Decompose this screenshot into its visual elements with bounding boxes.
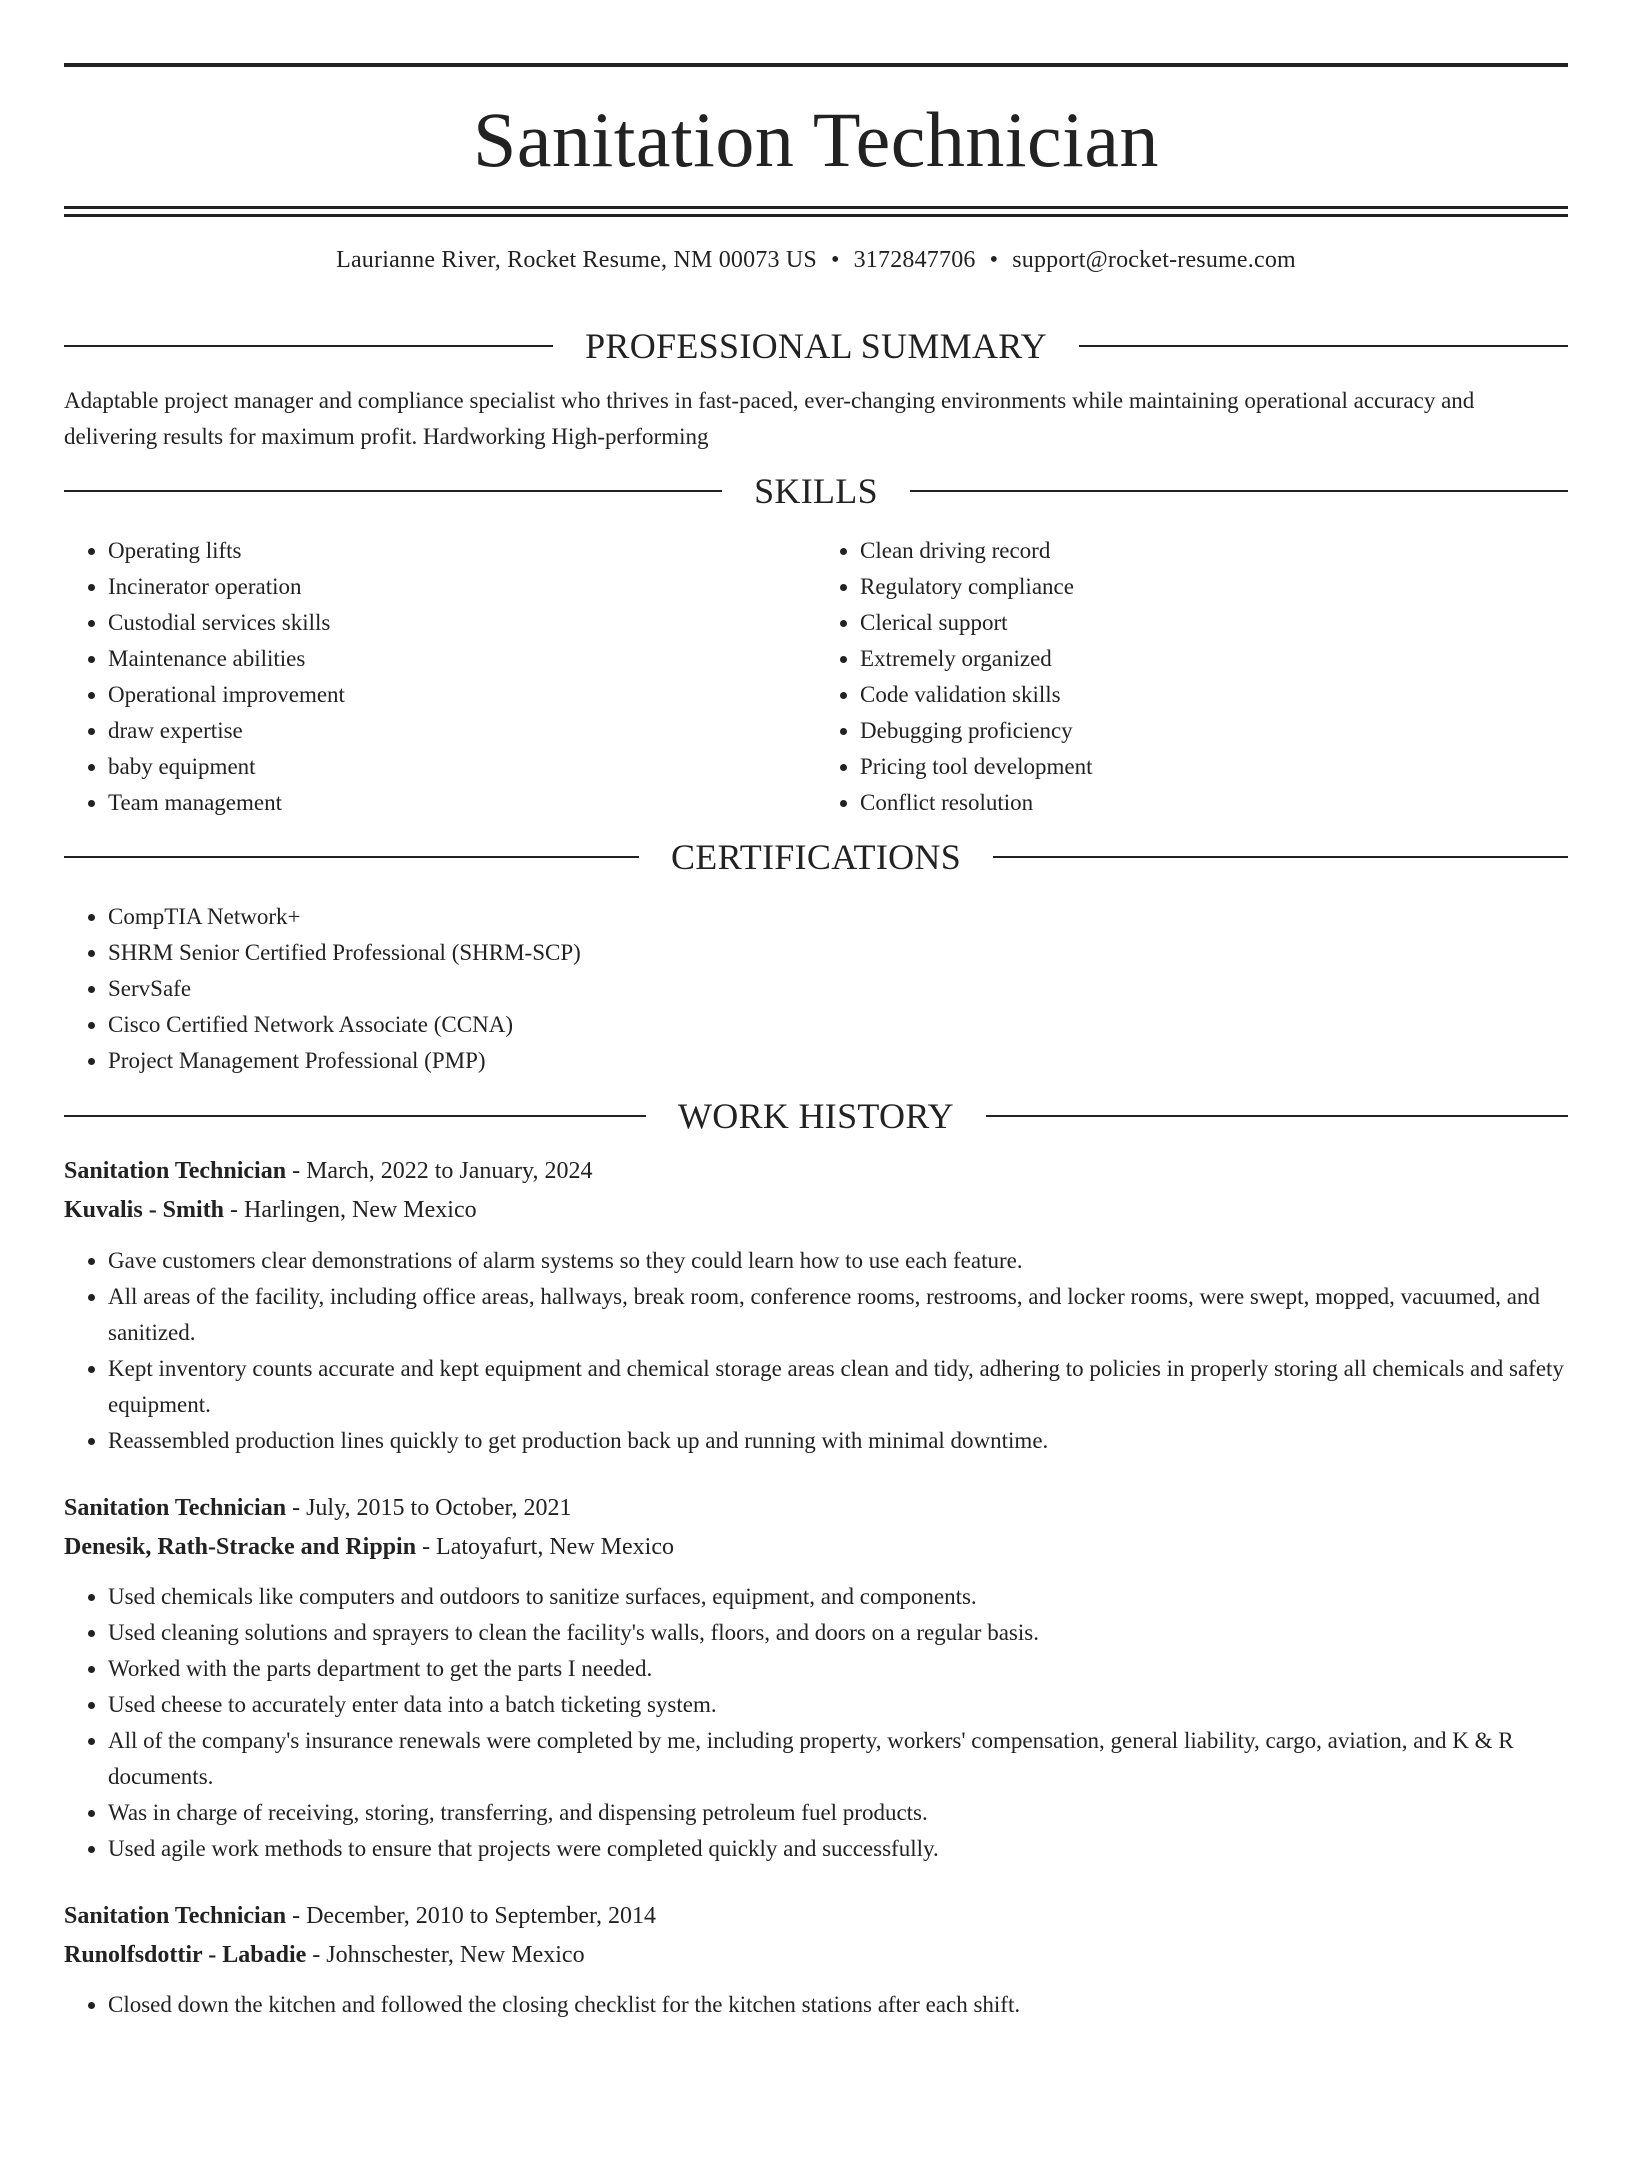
job-title: Sanitation Technician: [64, 1903, 287, 1929]
skill-item: • Maintenance abilities: [108, 641, 816, 677]
double-rule: [64, 206, 1568, 217]
job-duty: • Closed down the kitchen and followed the closing checklist for the kitchen stations after each shift.: [108, 1987, 1568, 2023]
job-duty: • Used chemicals like computers and outdoors to sanitize surfaces, equipment, and components.: [108, 1579, 1568, 1615]
job-duty: • All areas of the facility, including office areas, hallways, break room, conference rooms, restrooms, and locker rooms, were swept, mopped, vacuumed, and sanitized.: [108, 1279, 1568, 1351]
certification-item: • ServSafe: [108, 971, 1568, 1007]
resume-name: Sanitation Technician: [473, 96, 1159, 183]
skill-item: • Operational improvement: [108, 677, 816, 713]
certifications-title: CERTIFICATIONS: [670, 837, 962, 877]
job-company-line: [64, 1528, 1568, 1567]
summary-heading: [64, 326, 1568, 366]
work-history-heading: [64, 1096, 1568, 1136]
job-duty: • All of the company's insurance renewals were completed by me, including property, workers' compensation, general liability, cargo, aviation, and K & R documents.: [108, 1723, 1568, 1795]
job-duties: [64, 1579, 1568, 1867]
skills-column-right: [816, 533, 1568, 821]
job-title: Sanitation Technician: [64, 1158, 287, 1184]
skill-item: • Clerical support: [860, 605, 1568, 641]
job-entry: [64, 1489, 1568, 1867]
job-duty: • Kept inventory counts accurate and kept equipment and chemical storage areas clean and tidy, adhering to policies in properly storing all chemicals and safety equipment.: [108, 1351, 1568, 1423]
skill-item: • Code validation skills: [860, 677, 1568, 713]
skill-item: • Clean driving record: [860, 533, 1568, 569]
certification-item: • Project Management Professional (PMP): [108, 1043, 1568, 1079]
certification-item: • Cisco Certified Network Associate (CCNA): [108, 1007, 1568, 1043]
heading-rule: [64, 1115, 646, 1117]
job-duty: • Worked with the parts department to get the parts I needed.: [108, 1651, 1568, 1687]
job-company-line: [64, 1191, 1568, 1230]
certifications-list: [64, 899, 1568, 1079]
contact-separator: •: [830, 247, 840, 273]
skills-column-left: [64, 533, 816, 821]
skill-item: • Team management: [108, 785, 816, 821]
skill-item: • Operating lifts: [108, 533, 816, 569]
heading-rule: [993, 856, 1568, 858]
job-company: Kuvalis - Smith: [64, 1197, 225, 1223]
job-duty: • Used cleaning solutions and sprayers to clean the facility's walls, floors, and doors on a regular basis.: [108, 1615, 1568, 1651]
contact-separator: •: [989, 247, 999, 273]
job-company: Denesik, Rath-Stracke and Rippin: [64, 1534, 417, 1560]
summary-text: Adaptable project manager and compliance specialist who thrives in fast-paced, ever-changing environments while maintaining operational accuracy and delivering results for maximum profit. Hardworking High-performing: [64, 388, 1475, 449]
heading-rule: [1079, 345, 1568, 347]
job-duties: [64, 1243, 1568, 1459]
heading-rule: [64, 345, 553, 347]
job-duty: • Was in charge of receiving, storing, transferring, and dispensing petroleum fuel products.: [108, 1795, 1568, 1831]
skills-list: [64, 533, 1568, 821]
job-dates: - July, 2015 to October, 2021: [286, 1495, 572, 1521]
heading-rule: [64, 856, 639, 858]
job-title-line: [64, 1897, 1568, 1936]
skill-item: • draw expertise: [108, 713, 816, 749]
job-duty: • Used cheese to accurately enter data into a batch ticketing system.: [108, 1687, 1568, 1723]
skill-item: • Debugging proficiency: [860, 713, 1568, 749]
heading-rule: [64, 490, 722, 492]
job-location: - Harlingen, New Mexico: [224, 1197, 477, 1223]
skills-heading: [64, 471, 1568, 511]
certification-item: • SHRM Senior Certified Professional (SHRM-SCP): [108, 935, 1568, 971]
job-entry: [64, 1897, 1568, 2023]
job-dates: - December, 2010 to September, 2014: [286, 1903, 657, 1929]
skill-item: • Conflict resolution: [860, 785, 1568, 821]
contact-email: support@rocket-resume.com: [1012, 247, 1296, 273]
job-duty: • Used agile work methods to ensure that projects were completed quickly and successfully.: [108, 1831, 1568, 1867]
summary-title: PROFESSIONAL SUMMARY: [585, 326, 1047, 366]
contact-address: Laurianne River, Rocket Resume, NM 00073 US: [336, 247, 817, 273]
heading-rule: [986, 1115, 1568, 1117]
resume-page: [0, 63, 1632, 2175]
skills-title: SKILLS: [754, 471, 878, 511]
job-dates: - March, 2022 to January, 2024: [286, 1158, 593, 1184]
job-duty: • Reassembled production lines quickly to get production back up and running with minimal downtime.: [108, 1423, 1568, 1459]
heading-rule: [910, 490, 1568, 492]
job-company: Runolfsdottir - Labadie: [64, 1942, 307, 1968]
top-rule: [64, 63, 1568, 67]
job-entry: [64, 1152, 1568, 1459]
contact-phone: 3172847706: [853, 247, 976, 273]
skill-item: • Extremely organized: [860, 641, 1568, 677]
certifications-heading: [64, 837, 1568, 877]
skill-item: • baby equipment: [108, 749, 816, 785]
job-title-line: [64, 1489, 1568, 1528]
job-location: - Latoyafurt, New Mexico: [416, 1534, 674, 1560]
skill-item: • Custodial services skills: [108, 605, 816, 641]
job-title-line: [64, 1152, 1568, 1191]
skill-item: • Incinerator operation: [108, 569, 816, 605]
certification-item: • CompTIA Network+: [108, 899, 1568, 935]
job-title: Sanitation Technician: [64, 1495, 287, 1521]
job-location: - Johnschester, New Mexico: [306, 1942, 585, 1968]
contact-line: [64, 245, 1568, 275]
skill-item: • Pricing tool development: [860, 749, 1568, 785]
skill-item: • Regulatory compliance: [860, 569, 1568, 605]
job-duty: • Gave customers clear demonstrations of alarm systems so they could learn how to use each feature.: [108, 1243, 1568, 1279]
job-company-line: [64, 1936, 1568, 1975]
job-duties: [64, 1987, 1568, 2023]
work-history-title: WORK HISTORY: [678, 1096, 954, 1136]
